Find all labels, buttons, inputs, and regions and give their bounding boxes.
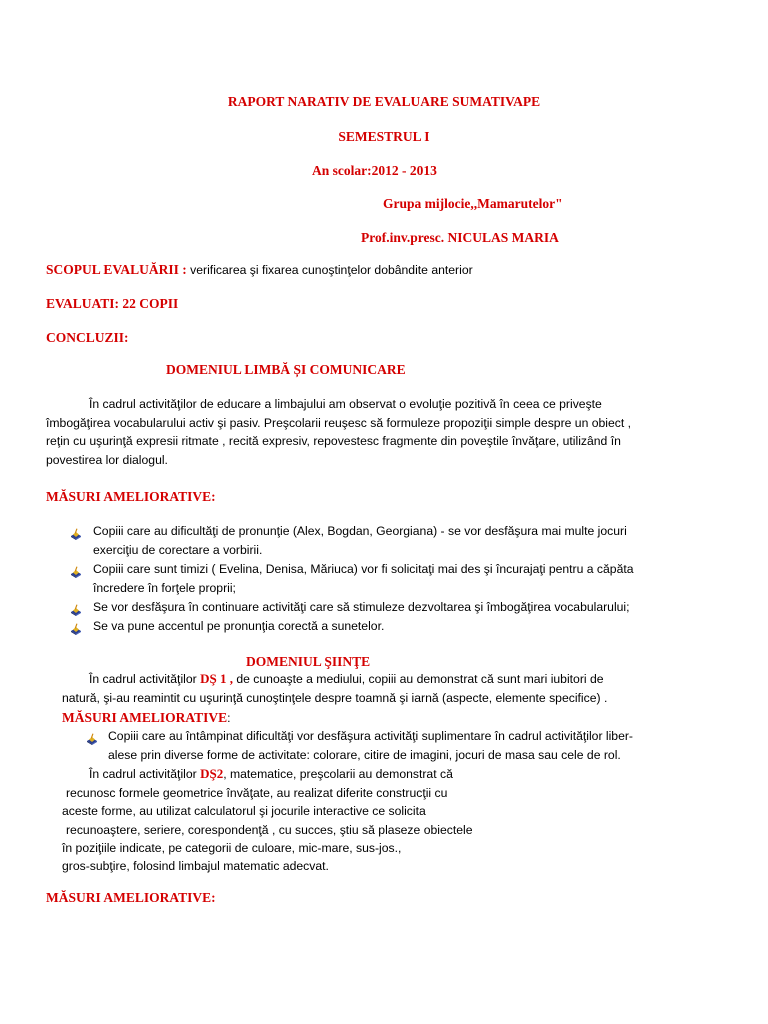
measures-heading-2 (62, 709, 231, 727)
conclusions-heading: CONCLUZII: (46, 330, 129, 345)
scope-label: SCOPUL EVALUĂRII : (46, 262, 187, 277)
domain-science-para-2-line-3: aceste forme, au utilizat calculatorul şi jocurile interactive ce solicita (62, 804, 426, 818)
document-title: RAPORT NARATIV DE EVALUARE SUMATIVAPE (227, 94, 541, 109)
domain-science-para-2-line-5: în poziţiile indicate, pe categorii de culoare, mic-mare, sus-jos., (62, 841, 402, 855)
domain-language-para-line-1: În cadrul activităţilor de educare a limbajului am observat o evoluţie pozitivă în ceea ce priveşte (89, 397, 602, 411)
school-year: An scolar:2012 - 2013 (312, 163, 437, 178)
domain-science-para-2-line-6: gros-subţire, folosind limbajul matematic adecvat. (62, 859, 329, 873)
measures-colon-2: : (227, 711, 231, 725)
p2-pre: În cadrul activităţilor (89, 767, 201, 781)
science-measure-line-1: Copiii care au întâmpinat dificultăţi vor desfăşura activităţi suplimentare în cadrul activităţilor liber- (108, 729, 633, 743)
p1-post: de cunoaşte a mediului, copiii au demonstrat că sunt mari iubitori de (232, 672, 604, 686)
measure-3-line-1: Se vor desfăşura în continuare activităţi care să stimuleze dezvoltarea şi îmbogăţirea vocabularului; (93, 600, 630, 614)
ds1-label: DŞ 1 , (200, 671, 233, 686)
book-bullet-icon (86, 733, 98, 745)
measure-2-line-2: încredere în forţele proprii; (93, 581, 236, 595)
science-measure-line-2: alese prin diverse forme de activitate: colorare, citire de imagini, jocuri de masa sau cele de rol. (108, 748, 621, 762)
book-bullet-icon (70, 604, 82, 616)
domain-science-para-1-line-2: natură, şi-au reamintit cu uşurinţă cunoştinţele despre toamnă şi iarnă (aspecte, elemente specifice) . (62, 691, 608, 705)
semester-heading: SEMESTRUL I (338, 129, 430, 144)
book-bullet-icon (70, 528, 82, 540)
domain-science-title: DOMENIUL ŞIINŢE (246, 654, 371, 669)
ds2-label: DŞ2 (200, 766, 224, 781)
domain-science-para-2-line-2: recunosc formele geometrice învăţate, au realizat diferite construcţii cu (66, 786, 448, 800)
group-name: Grupa mijlocie,,Mamarutelor" (383, 196, 563, 211)
scope-text: verificarea şi fixarea cunoştinţelor dobândite anterior (186, 263, 473, 277)
evaluated-count: EVALUATI: 22 COPII (46, 296, 179, 311)
domain-language-title: DOMENIUL LIMBĂ ȘI COMUNICARE (166, 362, 406, 377)
measures-label-2: MĂSURI AMELIORATIVE (62, 710, 228, 725)
domain-language-para-line-4: povestirea lor dialogul. (46, 452, 168, 467)
domain-language-para-line-2: îmbogăţirea vocabularului activ şi pasiv. Preşcolarii reuşesc să formuleze propoziţii simple despre un obiect , (46, 415, 632, 430)
measure-1-line-2: exerciţiu de corectare a vorbirii. (93, 543, 263, 557)
domain-language-para-line-3: reţin cu uşurinţă expresii ritmate , recită expresiv, repovestesc fragmente din poveştile învăţare, utilizând în (46, 434, 621, 448)
teacher-name: Prof.inv.presc. NICULAS MARIA (361, 230, 559, 245)
p2-post: , matematice, preşcolarii au demonstrat că (223, 767, 453, 781)
measures-heading-1: MĂSURI AMELIORATIVE: (46, 489, 216, 504)
scope-line (46, 261, 473, 279)
domain-science-para-1-line-1 (89, 670, 604, 689)
domain-science-para-2-line-1 (89, 765, 453, 784)
measures-heading-3: MĂSURI AMELIORATIVE: (46, 890, 216, 905)
measure-4-line-1: Se va pune accentul pe pronunţia corectă a sunetelor. (93, 619, 385, 633)
measure-1-line-1: Copiii care au dificultăţi de pronunţie (Alex, Bogdan, Georgiana) - se vor desfăşura mai multe jocuri (93, 524, 627, 538)
domain-science-para-2-line-4: recunoaştere, seriere, corespondenţă , cu succes, ştiu să plaseze obiectele (66, 823, 473, 837)
book-bullet-icon (70, 566, 82, 578)
measure-2-line-1: Copiii care sunt timizi ( Evelina, Denisa, Măriuca) vor fi solicitaţi mai des şi încurajaţi pentru a căpăta (93, 562, 634, 576)
book-bullet-icon (70, 623, 82, 635)
p1-pre: În cadrul activităţilor (89, 672, 201, 686)
